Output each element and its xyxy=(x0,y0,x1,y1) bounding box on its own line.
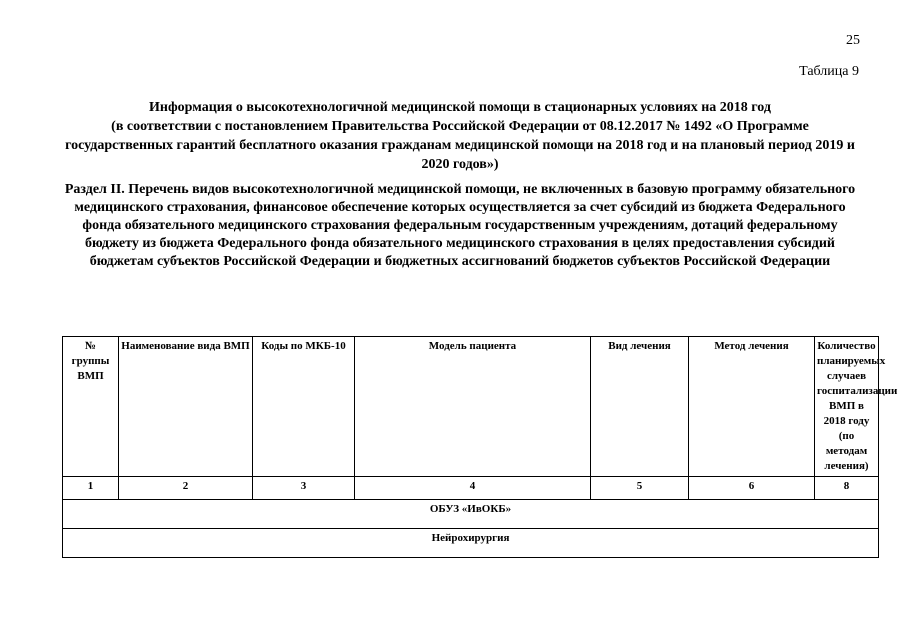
column-number: 8 xyxy=(815,477,879,500)
column-number: 4 xyxy=(355,477,591,500)
table-row xyxy=(63,500,879,529)
document-title xyxy=(60,98,860,174)
header-group-number: № группы ВМП xyxy=(63,337,119,477)
column-number: 5 xyxy=(591,477,689,500)
table-label: Таблица 9 xyxy=(799,64,859,79)
column-number: 6 xyxy=(689,477,815,500)
page-number: 25 xyxy=(846,33,860,48)
column-number-row xyxy=(63,477,879,500)
title-line-2: (в соответствии с постановлением Правительства Российской Федерации от 08.12.2017 № 1492 «О Программе государственных гарантий бесплатного оказания гражданам медицинской помощи на 2018 год и на плановый период 2019 и 2020 годов») xyxy=(65,119,855,172)
column-number: 3 xyxy=(253,477,355,500)
institution-row: ОБУЗ «ИвОКБ» xyxy=(63,500,879,529)
header-vmp-name: Наименование вида ВМП xyxy=(119,337,253,477)
header-icd-codes: Коды по МКБ-10 xyxy=(253,337,355,477)
table-row xyxy=(63,529,879,558)
vmp-table xyxy=(62,336,898,558)
specialty-row: Нейрохирургия xyxy=(63,529,879,558)
header-treatment-type: Вид лечения xyxy=(591,337,689,477)
header-treatment-method: Метод лечения xyxy=(689,337,815,477)
column-number: 1 xyxy=(63,477,119,500)
section-heading: Раздел II. Перечень видов высокотехнологичной медицинской помощи, не включенных в базовую программу обязательного медицинского страхования, финансовое обеспечение которых осуществляется за счет субсидий из бюджета Федерального фонда обязательного медицинского страхования федеральным государственным учреждениям, дотаций федеральному бюджету из бюджета Федерального фонда обязательного медицинского страхования в целях предоставления субсидий бюджетам субъектов Российской Федерации и бюджетных ассигнований бюджетов субъектов Российской Федерации xyxy=(64,182,856,269)
table-header-row xyxy=(63,337,879,477)
column-number: 2 xyxy=(119,477,253,500)
header-patient-model: Модель пациента xyxy=(355,337,591,477)
title-line-1: Информация о высокотехнологичной медицинской помощи в стационарных условиях на 2018 год xyxy=(149,100,771,115)
header-planned-cases: Количество планируемых случаев госпитализации ВМП в 2018 году (по методам лечения) xyxy=(815,337,879,477)
